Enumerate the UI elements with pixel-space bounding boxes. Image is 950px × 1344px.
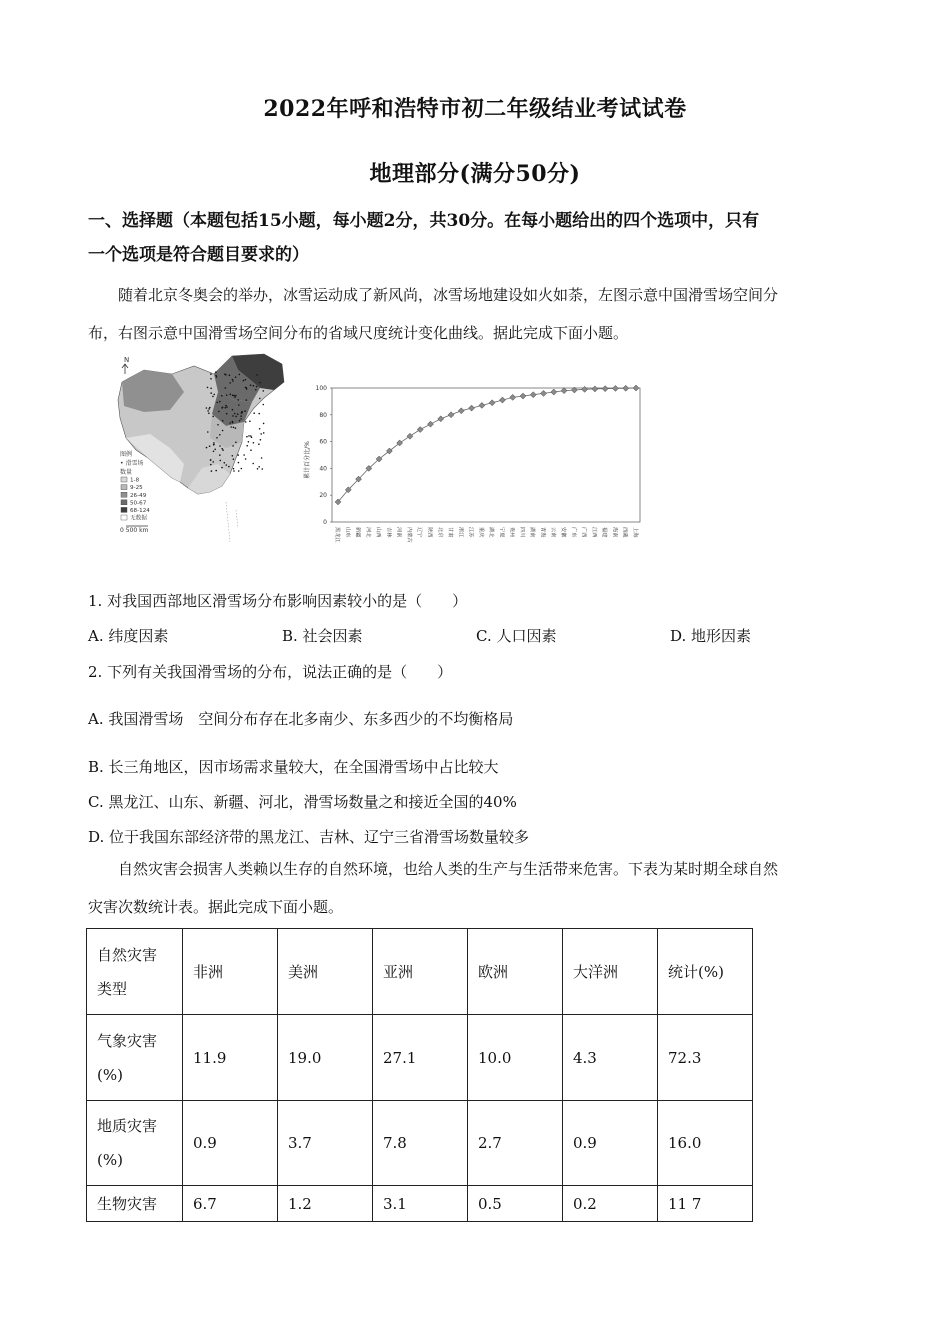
table-cell: 1.2 <box>278 1186 373 1222</box>
ski-resort-dot <box>228 466 230 468</box>
ski-resort-dot <box>229 422 231 424</box>
passage-2-line2: 灾害次数统计表。据此完成下面小题。 <box>88 898 344 916</box>
ski-resort-dot <box>235 416 237 418</box>
ski-resort-dot <box>263 390 265 392</box>
ski-resort-dot <box>241 411 243 413</box>
ski-resort-dot <box>206 407 208 409</box>
ski-resort-dot <box>253 385 255 387</box>
ski-resort-dot <box>260 439 262 441</box>
ski-resort-dot <box>215 375 217 377</box>
ski-resort-dot <box>258 466 260 468</box>
table-cell: 11 7 <box>658 1186 753 1222</box>
q2-option-b[interactable]: B. 长三角地区，因市场需求量较大，在全国滑雪场中占比较大 <box>88 758 499 776</box>
x-ticks <box>334 527 640 543</box>
north-label: N <box>124 356 130 364</box>
y-tick-label: 80 <box>319 411 327 419</box>
ski-resort-dot <box>233 427 235 429</box>
ski-resort-dot <box>237 399 239 401</box>
ski-resort-dot <box>208 408 210 410</box>
ski-resort-dot <box>226 413 228 415</box>
x-tick-label: 山西 <box>375 527 382 538</box>
x-tick-label: 宁夏 <box>498 527 505 538</box>
x-tick-label: 陕西 <box>426 527 433 538</box>
ski-resort-dot <box>232 445 234 447</box>
ski-resort-dot <box>240 415 242 417</box>
ski-resort-dot <box>225 374 227 376</box>
ski-resort-dot <box>210 392 212 394</box>
ski-resort-dot <box>210 459 212 461</box>
x-tick-label: 山东 <box>344 527 351 538</box>
x-tick-label: 四川 <box>518 527 525 538</box>
ski-resort-dot <box>207 387 209 389</box>
row-label <box>87 1101 183 1186</box>
legend-point: • 滑雪场 <box>120 460 144 467</box>
table-header-cell: 亚洲 <box>373 929 468 1015</box>
legend-item-label: 50-67 <box>130 500 147 507</box>
ski-resort-dot <box>232 380 234 382</box>
legend-swatch <box>121 485 127 490</box>
table-cell: 27.1 <box>373 1015 468 1101</box>
north-arrow-icon <box>122 364 128 374</box>
ski-resort-dot <box>225 407 227 409</box>
ski-resort-dot <box>225 387 227 389</box>
ski-resort-dot <box>210 378 212 380</box>
ski-resort-dot <box>245 421 247 423</box>
table-cell: 11.9 <box>183 1015 278 1101</box>
row-label-line2: (%) <box>97 1065 123 1084</box>
x-tick-label: 湖北 <box>488 527 495 538</box>
q1-option-c[interactable]: C. 人口因素 <box>476 627 557 645</box>
ski-resort-dot <box>220 460 222 462</box>
x-tick-label: 云南 <box>549 527 556 538</box>
x-tick-label: 重庆 <box>477 527 484 538</box>
ski-resort-dot <box>235 427 237 429</box>
row-label-line1: 地质灾害 <box>97 1117 158 1135</box>
ski-resort-dot <box>226 464 228 466</box>
ski-resort-dot <box>213 444 215 446</box>
x-tick-label: 河北 <box>364 527 371 538</box>
ski-resort-dot <box>212 461 214 463</box>
data-point <box>582 386 588 392</box>
row-label-line2: (%) <box>97 1151 123 1169</box>
passage-2-line1: 自然灾害会损害人类赖以生存的自然环境，也给人类的生产与生活带来危害。下表为某时期全球自然 <box>118 860 779 878</box>
ski-resort-dot <box>256 386 258 388</box>
ski-resort-dot <box>238 404 240 406</box>
ski-resort-dot <box>245 379 247 381</box>
row-label <box>87 1186 183 1222</box>
plot-frame <box>332 388 640 522</box>
ski-resort-dot <box>222 407 224 409</box>
passage-1-line2: 布，右图示意中国滑雪场空间分布的省域尺度统计变化曲线。据此完成下面小题。 <box>88 324 629 342</box>
ski-resort-dot <box>217 424 219 426</box>
ski-resort-dot <box>214 449 216 451</box>
y-tick-label: 40 <box>319 465 327 473</box>
table-header-type <box>87 929 183 1015</box>
table-row <box>87 1015 753 1101</box>
ski-resort-dot <box>246 445 248 447</box>
x-tick-label: 江西 <box>590 527 597 538</box>
ski-resort-dot <box>261 457 263 459</box>
ski-resort-dot <box>250 435 252 437</box>
data-point <box>520 393 526 399</box>
q2-option-c[interactable]: C. 黑龙江、山东、新疆、河北，滑雪场数量之和接近全国的40% <box>88 793 517 811</box>
data-point <box>623 385 629 391</box>
ski-resort-dot <box>239 374 241 376</box>
table-cell: 16.0 <box>658 1101 753 1186</box>
ski-resort-dot <box>240 418 242 420</box>
data-point <box>592 386 598 392</box>
data-point <box>551 389 557 395</box>
table-cell: 0.5 <box>468 1186 563 1222</box>
row-label-line1: 生物灾害 <box>97 1194 158 1213</box>
header-type-line1: 自然灾害 <box>97 945 158 964</box>
ski-resort-dot <box>221 448 223 450</box>
section-heading-line1: 一、选择题（本题包括15小题，每小题2分，共30分。在每小题给出的四个选项中，只有 <box>88 211 760 231</box>
ski-resort-dot <box>212 396 214 398</box>
ski-resort-dot <box>245 458 247 460</box>
map-scale: 0 500 km <box>120 527 149 534</box>
map-legend <box>120 450 150 534</box>
ski-resort-dot <box>235 376 237 378</box>
table-header-cell: 非洲 <box>183 929 278 1015</box>
ski-resort-dot <box>233 458 235 460</box>
ski-resort-dot <box>219 454 221 456</box>
table-header-cell: 大洋洲 <box>563 929 658 1015</box>
data-point <box>602 386 608 392</box>
chart-ylabel: 累计百分比/% <box>304 441 311 479</box>
y-tick-label: 60 <box>319 438 327 446</box>
ski-resort-dot <box>243 454 245 456</box>
table-cell: 6.7 <box>183 1186 278 1222</box>
ski-resort-dot <box>224 462 226 464</box>
table-header-cell: 统计(%) <box>658 929 753 1015</box>
ski-resort-dot <box>249 420 251 422</box>
q1-option-d[interactable]: D. 地形因素 <box>670 627 752 645</box>
ski-resort-dot <box>260 433 262 435</box>
data-point <box>489 400 495 406</box>
data-point <box>438 416 444 422</box>
ski-resort-dot <box>221 467 223 469</box>
legend-item-label: 68-124 <box>130 508 150 514</box>
legend-item-label: 无数据 <box>130 515 147 522</box>
ski-resort-dot <box>209 445 211 447</box>
ski-resort-dot <box>241 468 243 470</box>
ski-resort-dot <box>235 395 237 397</box>
ski-resort-dot <box>226 394 228 396</box>
x-tick-label: 西藏 <box>621 527 628 538</box>
x-tick-label: 甘肃 <box>447 527 454 538</box>
data-point <box>479 402 485 408</box>
ski-resort-dot <box>252 463 254 465</box>
ski-resort-dot <box>213 451 215 453</box>
data-point <box>407 433 413 439</box>
ski-resort-dot <box>250 384 252 386</box>
x-tick-label: 广东 <box>570 527 577 538</box>
ski-resort-dot <box>248 435 250 437</box>
y-tick-label: 100 <box>315 385 327 392</box>
x-tick-label: 北京 <box>436 527 443 538</box>
ski-resort-dot <box>244 410 246 412</box>
x-tick-label: 福建 <box>601 527 608 538</box>
q2-option-a[interactable]: A. 我国滑雪场 空间分布存在北多南少、东多西少的不均衡格局 <box>88 710 514 728</box>
ski-resort-dot <box>208 412 210 414</box>
ski-resort-dot <box>237 454 239 456</box>
ski-resort-dot <box>206 447 208 449</box>
x-tick-label: 浙江 <box>457 527 464 538</box>
legend-swatch <box>121 492 127 497</box>
cumulative-percent-chart <box>300 380 650 560</box>
ski-resort-dot <box>210 464 212 466</box>
ski-resort-dot <box>229 374 231 376</box>
ski-resort-dot <box>253 442 255 444</box>
row-label-line1: 气象灾害 <box>97 1031 158 1050</box>
disaster-table <box>86 928 753 1222</box>
ski-resort-dot <box>259 428 261 430</box>
ski-resort-dot <box>255 389 257 391</box>
ski-resort-dot <box>258 443 260 445</box>
x-tick-label: 新疆 <box>354 527 361 538</box>
q1-stem: 1. 对我国西部地区滑雪场分布影响因素较小的是（ ） <box>88 592 468 610</box>
x-tick-label: 青海 <box>539 527 546 538</box>
passage-2 <box>88 850 868 926</box>
ski-resort-dot <box>216 402 218 404</box>
ski-resort-dot <box>253 412 255 414</box>
y-tick-label: 0 <box>323 519 327 526</box>
x-tick-label: 海南 <box>611 527 618 538</box>
series-line <box>338 388 636 502</box>
table-cell: 72.3 <box>658 1015 753 1101</box>
table-header-cell: 美洲 <box>278 929 373 1015</box>
ski-resort-dot <box>263 404 265 406</box>
x-tick-label: 湖南 <box>529 527 536 538</box>
ski-resort-dot <box>219 434 221 436</box>
data-point <box>561 388 567 394</box>
ski-resort-dot <box>259 398 261 400</box>
south-sea-islands <box>226 502 238 542</box>
ski-resort-dot <box>238 470 240 472</box>
ski-resort-dot <box>225 405 227 407</box>
ski-resort-dot <box>239 420 241 422</box>
ski-resort-dot <box>263 432 265 434</box>
table-cell: 0.9 <box>183 1101 278 1186</box>
table-cell: 3.7 <box>278 1101 373 1186</box>
q1-option-b[interactable]: B. 社会因素 <box>282 627 363 645</box>
legend-swatch <box>121 507 127 512</box>
x-tick-label: 河南 <box>395 527 402 538</box>
section-heading <box>88 204 868 272</box>
q2-option-d[interactable]: D. 位于我国东部经济带的黑龙江、吉林、辽宁三省滑雪场数量较多 <box>88 828 530 846</box>
x-tick-label: 广西 <box>580 527 587 538</box>
data-point <box>530 392 536 398</box>
ski-resort-dot <box>215 371 217 373</box>
x-tick-label: 江苏 <box>467 527 474 538</box>
ski-resort-dot <box>232 379 234 381</box>
ski-resort-dot <box>257 468 259 470</box>
ski-resort-dot <box>243 380 245 382</box>
ski-resort-dot <box>246 399 248 401</box>
table-cell: 3.1 <box>373 1186 468 1222</box>
ski-resort-dot <box>229 382 231 384</box>
ski-resort-dot <box>232 455 234 457</box>
legend-title: 图例 <box>120 451 133 458</box>
table-row <box>87 1101 753 1186</box>
page-subtitle: 地理部分(满分50分) <box>369 161 581 187</box>
data-point <box>469 405 475 411</box>
ski-resort-dot <box>207 431 209 433</box>
table-cell: 2.7 <box>468 1101 563 1186</box>
ski-resort-dot <box>259 382 261 384</box>
data-point <box>499 397 505 403</box>
data-point <box>417 427 423 433</box>
legend-count-title: 数量 <box>120 469 133 476</box>
ski-resort-dot <box>233 470 235 472</box>
ski-resort-dot <box>234 413 236 415</box>
ski-resort-dot <box>233 468 235 470</box>
ski-resort-dot <box>238 462 240 464</box>
ski-resort-dot <box>246 436 248 438</box>
data-point <box>541 390 547 396</box>
table-row <box>87 1186 753 1222</box>
section-heading-line2: 一个选项是符合题目要求的） <box>88 245 309 265</box>
ski-resort-dot <box>221 395 223 397</box>
passage-1-line1: 随着北京冬奥会的举办，冰雪运动成了新风尚，冰雪场地建设如火如荼，左图示意中国滑雪场空间分 <box>118 286 779 304</box>
ski-resort-dot <box>215 470 217 472</box>
x-tick-label: 吉林 <box>385 527 392 538</box>
table-cell: 19.0 <box>278 1015 373 1101</box>
table-cell: 4.3 <box>563 1015 658 1101</box>
x-tick-label: 上海 <box>632 527 638 538</box>
ski-resort-dot <box>250 449 252 451</box>
ski-resort-dot <box>222 430 224 432</box>
table-header-row <box>87 929 753 1015</box>
ski-resort-dot <box>210 388 212 390</box>
x-tick-label: 贵州 <box>508 527 515 538</box>
data-point <box>427 421 433 427</box>
ski-resort-dot <box>232 415 234 417</box>
ski-resort-dot <box>237 413 239 415</box>
legend-item-label: 1-8 <box>130 477 140 484</box>
legend-swatch <box>121 500 127 505</box>
series-markers <box>335 385 639 505</box>
ski-resort-dot <box>222 449 224 451</box>
ski-resort-dot <box>262 468 264 470</box>
data-point <box>448 412 454 418</box>
ski-resort-dot <box>222 420 224 422</box>
table-cell: 0.9 <box>563 1101 658 1186</box>
ski-resort-dot <box>219 445 221 447</box>
ski-resort-dot <box>263 423 265 425</box>
row-label <box>87 1015 183 1101</box>
x-tick-label: 安徽 <box>560 527 567 538</box>
ski-resort-dot <box>258 413 260 415</box>
ski-resort-dot <box>233 395 235 397</box>
ski-resort-dot <box>207 410 209 412</box>
header-type-line2: 类型 <box>97 979 128 998</box>
ski-resort-dot <box>210 373 212 375</box>
ski-resort-dot <box>232 409 234 411</box>
legend-swatch <box>121 515 127 520</box>
legend-item-label: 9-25 <box>130 485 143 492</box>
data-point <box>633 385 639 391</box>
ski-resort-dot <box>256 374 258 376</box>
ski-resort-dot <box>232 395 234 397</box>
china-ski-map <box>114 352 290 552</box>
x-tick-label: 内蒙古 <box>405 527 412 543</box>
ski-resort-dot <box>235 442 237 444</box>
ski-resort-dot <box>213 394 215 396</box>
ski-resort-dot <box>230 394 232 396</box>
x-tick-label: 黑龙江 <box>334 527 340 543</box>
ski-resort-dot <box>248 441 250 443</box>
q2-stem: 2. 下列有关我国滑雪场的分布，说法正确的是（ ） <box>88 663 453 681</box>
legend-item-label: 26-49 <box>130 492 147 499</box>
ski-resort-dot <box>226 406 228 408</box>
ski-resort-dot <box>216 437 218 439</box>
x-tick-label: 辽宁 <box>416 527 423 538</box>
ski-resort-dot <box>213 442 215 444</box>
ski-resort-dot <box>230 426 232 428</box>
table-cell: 0.2 <box>563 1186 658 1222</box>
data-point <box>458 408 464 414</box>
data-point <box>510 394 516 400</box>
table-cell: 10.0 <box>468 1015 563 1101</box>
ski-resort-dot <box>234 396 236 398</box>
data-point <box>612 385 618 391</box>
passage-1 <box>88 276 868 352</box>
table-cell: 7.8 <box>373 1101 468 1186</box>
table-header-cell: 欧洲 <box>468 929 563 1015</box>
ski-resort-dot <box>232 421 234 423</box>
ski-resort-dot <box>245 387 247 389</box>
y-tick-label: 20 <box>319 492 327 500</box>
q1-option-a[interactable]: A. 纬度因素 <box>88 627 169 645</box>
ski-resort-dot <box>218 411 220 413</box>
ski-resort-dot <box>212 416 214 418</box>
legend-swatch <box>121 477 127 482</box>
page-title: 2022年呼和浩特市初二年级结业考试试卷 <box>263 96 687 122</box>
ski-resort-dot <box>246 388 248 390</box>
ski-resort-dot <box>211 470 213 472</box>
ski-resort-dot <box>219 401 221 403</box>
y-ticks <box>316 385 332 526</box>
